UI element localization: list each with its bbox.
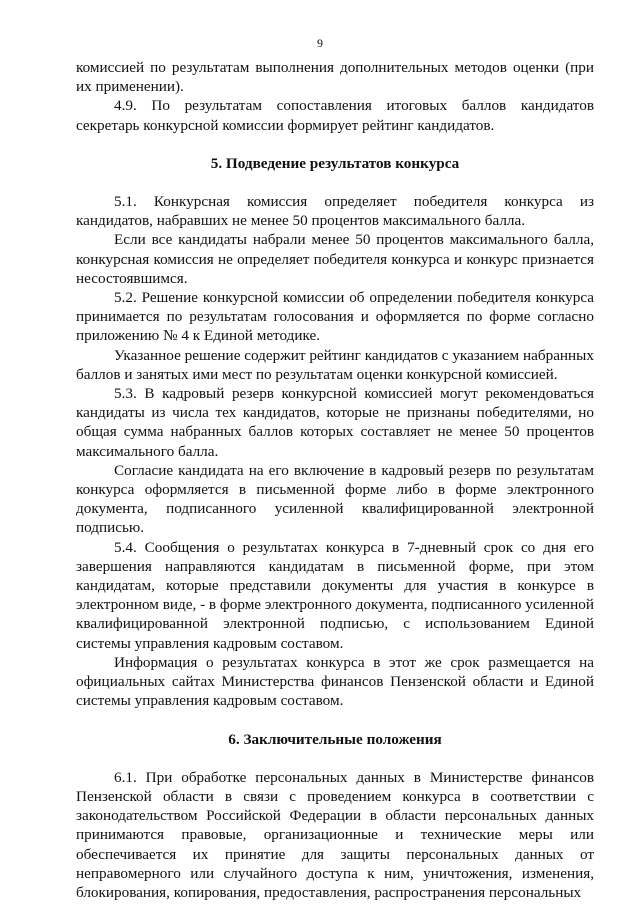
paragraph-5-3: 5.3. В кадровый резерв конкурсной комиссией могут рекомендоваться кандидаты из числа тех кандидатов, которые не признаны победителями, но общая сумма набранных баллов которых составляет не менее 50 процентов максимального балла. — [76, 385, 594, 460]
paragraph-5-2-cont: Указанное решение содержит рейтинг кандидатов с указанием набранных баллов и занятых ими мест по результатам оценки конкурсной комиссией. — [76, 346, 594, 383]
paragraph-5-4: 5.4. Сообщения о результатах конкурса в 7-дневный срок со дня его завершения направляются кандидатам в письменной форме, при этом кандидатам, которые представили документы для участия в конкурсе в электронном виде, - в форме электронного документа, подписанного усиленной квалифицированной электронной подписью, с использованием Единой системы управления кадровым составом. — [76, 538, 594, 652]
page-number: 9 — [317, 36, 323, 50]
section-5-title: 5. Подведение результатов конкурса — [210, 154, 460, 172]
document-body — [76, 58, 594, 902]
paragraph-5-3-cont: Согласие кандидата на его включение в кадровый резерв по результатам конкурса оформляется в письменной форме либо в форме электронного документа, подписанного усиленной квалифицированной электронной подписью. — [76, 461, 594, 537]
paragraph-5-4-cont: Информация о результатах конкурса в этот же срок размещается на официальных сайтах Министерства финансов Пензенской области и Единой системы управления кадровым составом. — [76, 653, 594, 710]
paragraph-continuation: комиссией по результатам выполнения дополнительных методов оценки (при их применении). — [76, 59, 594, 96]
paragraph-6-1: 6.1. При обработке персональных данных в Министерстве финансов Пензенской области в связи с проведением конкурса в соответствии с законодательством Российской Федерации в области персональных данных принимаются правовые, организационные и технические меры или обеспечивается их принятие для защиты персональных данных от неправомерного или случайного доступа к ним, уничтожения, изменения, блокирования, копирования, предоставления, распространения персональных — [76, 768, 594, 901]
section-6-title: 6. Заключительные положения — [228, 730, 442, 748]
paragraph-5-2: 5.2. Решение конкурсной комиссии об определении победителя конкурса принимается по результатам голосования и оформляется по форме согласно приложению № 4 к Единой методике. — [76, 289, 594, 345]
paragraph-5-1-cont: Если все кандидаты набрали менее 50 процентов максимального балла, конкурсная комиссия не определяет победителя конкурса и конкурс признается несостоявшимся. — [76, 231, 594, 287]
paragraph-5-1: 5.1. Конкурсная комиссия определяет победителя конкурса из кандидатов, набравших не менее 50 процентов максимального балла. — [76, 193, 594, 230]
paragraph-4-9: 4.9. По результатам сопоставления итоговых баллов кандидатов секретарь конкурсной комиссии формирует рейтинг кандидатов. — [76, 97, 594, 134]
